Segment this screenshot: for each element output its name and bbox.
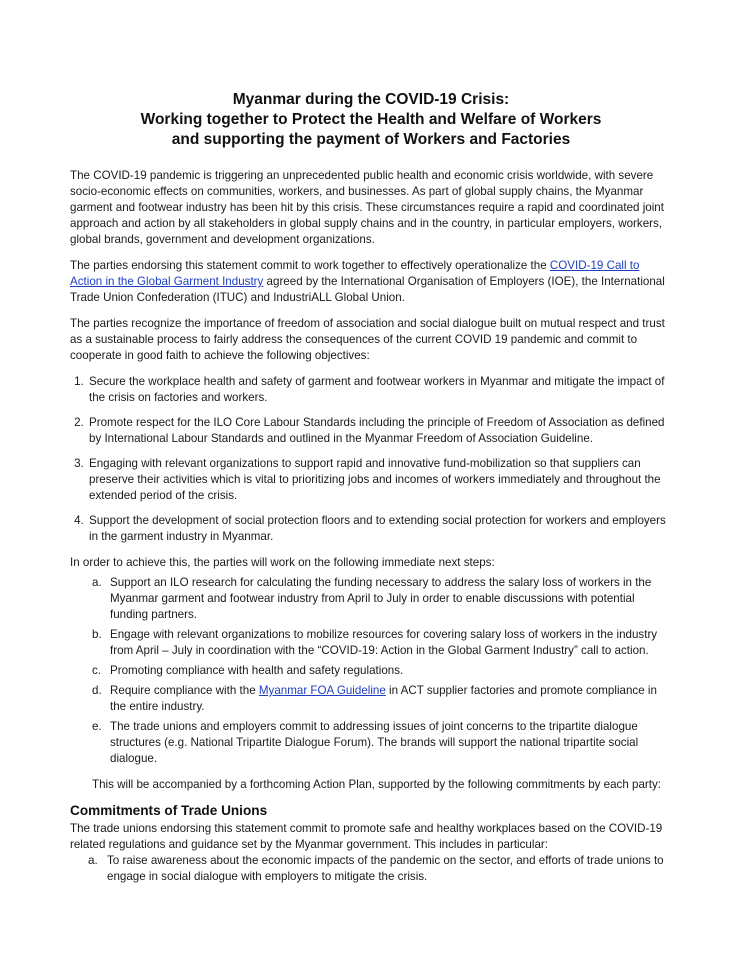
objective-item: 4. Support the development of social protection floors and to extending social protection for workers and employers in the garment industry in Myanmar. — [87, 513, 672, 545]
objective-item: 3. Engaging with relevant organizations to support rapid and innovative fund-mobilization so that suppliers can preserve their activities which is vital to prioritizing jobs and incomes of workers immediately and throughout the extended period of the crisis. — [87, 456, 672, 504]
trade-union-item — [88, 853, 672, 885]
step-marker: a. — [92, 576, 102, 589]
step-text: Promoting compliance with health and safety regulations. — [110, 664, 404, 677]
document-body — [70, 168, 672, 885]
commitment-paragraph — [70, 258, 672, 306]
title-line-3: and supporting the payment of Workers and Factories — [171, 131, 571, 148]
title-line-2: Working together to Protect the Health and Welfare of Workers — [140, 111, 602, 128]
title-line-1: Myanmar during the COVID-19 Crisis: — [232, 91, 510, 108]
step-text: Engage with relevant organizations to mobilize resources for covering salary loss of workers in the industry from April – July in coordination with the “COVID-19: Action in the Global Garment Industry” call to action. — [110, 628, 658, 657]
step-text: The trade unions and employers commit to addressing issues of joint concerns to the tripartite dialogue structures (e.g. National Tripartite Dialogue Forum). The brands will support the national tripartite social dialogue. — [110, 720, 639, 765]
step-item — [92, 627, 672, 659]
item-marker: a. — [88, 854, 98, 867]
step-item — [92, 719, 672, 767]
intro-paragraph: The COVID-19 pandemic is triggering an unprecedented public health and economic crisis worldwide, with severe socio-economic effects on communities, workers, and businesses. As part of global supply chains, the Myanmar garment and footwear industry has been hit by this crisis. These circumstances require a rapid and coordinated joint approach and action by all stakeholders in global supply chains and in the country, in particular employers, workers, global brands, government and development organizations. — [70, 169, 664, 246]
next-steps-list — [70, 575, 672, 767]
commitment-text-before: The parties endorsing this statement commit to work together to effectively operationalize the — [70, 259, 550, 272]
trade-unions-heading: Commitments of Trade Unions — [70, 803, 268, 818]
step-item — [92, 663, 672, 679]
step-marker: c. — [92, 664, 102, 677]
objective-item: 2. Promote respect for the ILO Core Labour Standards including the principle of Freedom of Association as defined by International Labour Standards and outlined in the Myanmar Freedom of Association Guideline. — [87, 415, 672, 447]
step-text-before: Require compliance with the — [110, 684, 259, 697]
step-text: Support an ILO research for calculating the funding necessary to address the salary loss of workers in the Myanmar garment and footwear industry from April to July in order to enable discussions with potential funding partners. — [110, 576, 652, 621]
step-marker: b. — [92, 628, 102, 641]
action-plan-paragraph: This will be accompanied by a forthcoming Action Plan, supported by the following commitments by each party: — [92, 778, 662, 791]
trade-unions-intro: The trade unions endorsing this statement commit to promote safe and healthy workplaces based on the COVID-19 related regulations and guidance set by the Myanmar government. This includes in particular: — [70, 822, 663, 851]
recognize-paragraph: The parties recognize the importance of freedom of association and social dialogue built on mutual respect and trust as a sustainable process to fairly address the consequences of the current COVID 19 pandemic and commit to cooperate in good faith to achieve the following objectives: — [70, 317, 665, 362]
step-item — [92, 575, 672, 623]
objective-item: 1. Secure the workplace health and safety of garment and footwear workers in Myanmar and mitigate the impact of the crisis on factories and workers. — [87, 374, 672, 406]
step-item — [92, 683, 672, 715]
next-steps-intro: In order to achieve this, the parties will work on the following immediate next steps: — [70, 556, 495, 569]
commitment-text-after: agreed by the International Organisation of Employers (IOE), the International Trade Union Confederation (ITUC) and IndustriALL Global Union. — [70, 275, 665, 304]
objectives-list — [70, 374, 672, 545]
item-text: To raise awareness about the economic impacts of the pandemic on the sector, and efforts of trade unions to engage in social dialogue with employers to mitigate the crisis. — [107, 854, 664, 883]
covid-call-to-action-link[interactable]: COVID-19 Call to Action in the Global Garment Industry — [70, 259, 640, 288]
step-marker: e. — [92, 720, 102, 733]
myanmar-foa-guideline-link[interactable]: Myanmar FOA Guideline — [258, 684, 386, 697]
step-marker: d. — [92, 684, 102, 697]
step-text-after: in ACT supplier factories and promote compliance in the entire industry. — [110, 684, 657, 713]
trade-unions-list — [70, 853, 672, 885]
document-title — [70, 90, 672, 150]
